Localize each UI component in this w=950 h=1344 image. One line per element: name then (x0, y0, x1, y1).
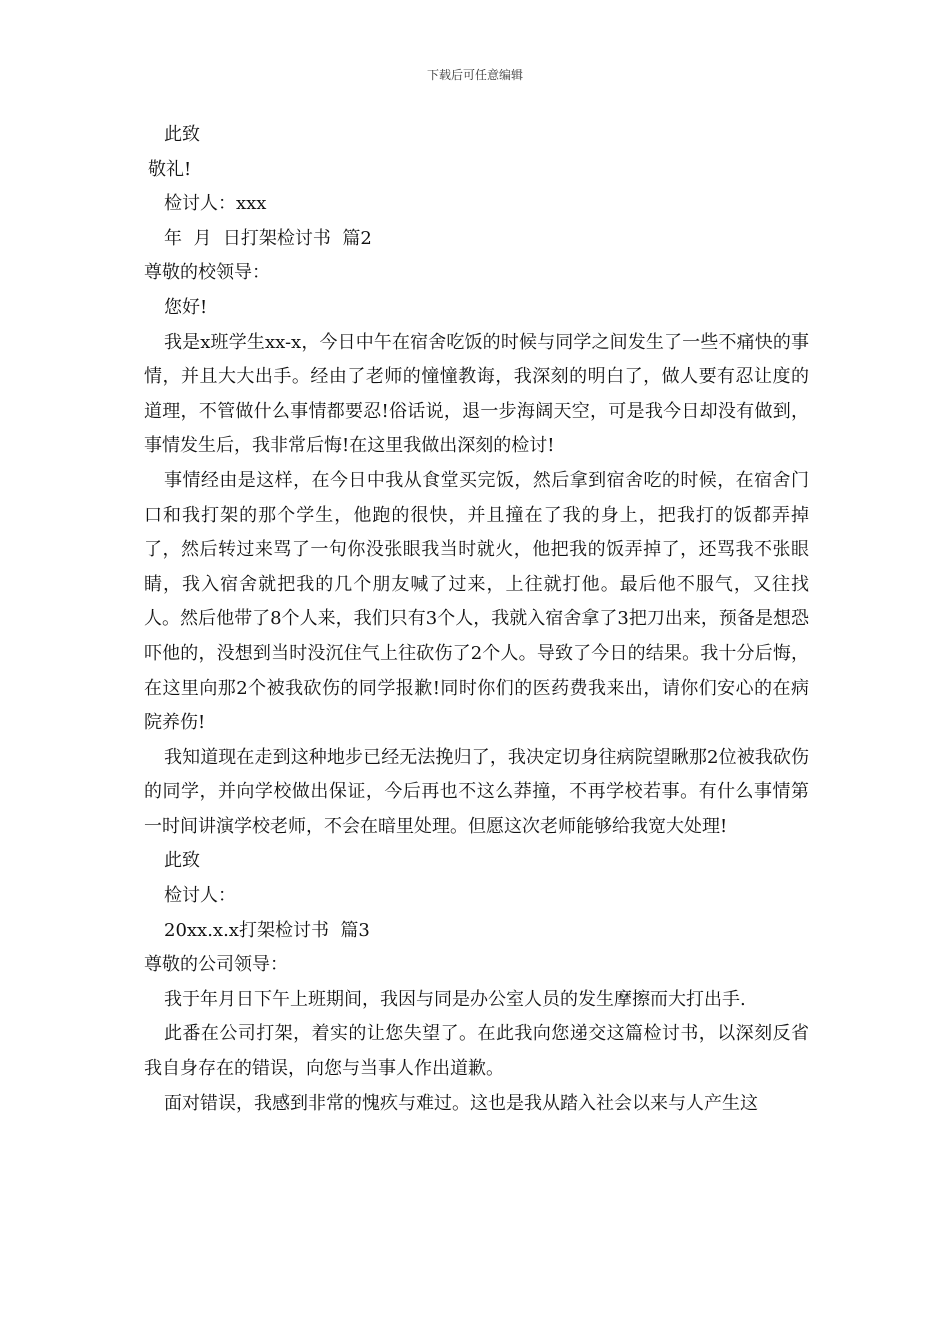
closing-cizhi: 此致 (164, 124, 200, 145)
paragraph: 我于年月日下午上班期间，我因与同是办公室人员的发生摩擦而大打出手. (164, 988, 746, 1010)
page-header: 下载后可任意编辑 (426, 68, 523, 82)
closing-jingli: 敬礼! (148, 158, 192, 180)
greeting-school-leader: 尊敬的校领导： (144, 262, 270, 284)
paragraph: 我是x班学生xx-x，今日中午在宿舍吃饭的时候与同学之间发生了一些不痛快的事情，并且大大出手。经由了老师的憧憧教诲，我深刻的明白了，做人要有忍让度的道理，不管做什么事情都要忍!俗话说，退一步海阔天空，可是我今日却没有做到，事情发生后，我非常后悔!在这里我做出深刻的检讨! (144, 331, 809, 457)
paragraph: 面对错误，我感到非常的愧疚与难过。这也是我从踏入社会以来与人产生这 (164, 1092, 758, 1114)
signature-jiantaoren: 检讨人：xxx (164, 193, 267, 215)
paragraph: 我知道现在走到这种地步已经无法挽归了，我决定切身往病院望瞅那2位被我砍伤的同学，并向学校做出保证，今后再也不这么莽撞，不再学校若事。有什么事情第一时间讲演学校老师，不会在暗里处理。但愿这次老师能够给我宽大处理! (144, 746, 809, 837)
signature-jiantaoren: 检讨人： (164, 885, 236, 907)
salutation-hello: 您好! (164, 296, 208, 318)
section-title-3: 20xx.x.x打架检讨书 篇3 (164, 919, 370, 941)
greeting-company-leader: 尊敬的公司领导： (144, 954, 288, 976)
paragraph: 事情经由是这样，在今日中我从食堂买完饭，然后拿到宿舍吃的时候，在宿舍门口和我打架的那个学生，他跑的很快，并且撞在了我的身上，把我打的饭都弄掉了，然后转过来骂了一句你没张眼我当时就火，他把我的饭弄掉了，还骂我不张眼睛，我入宿舍就把我的几个朋友喊了过来，上往就打他。最后他不服气，又往找人。然后他带了8个人来，我们只有3个人，我就入宿舍拿了3把刀出来，预备是想恐吓他的，没想到当时没沉住气上往砍伤了2个人。导致了今日的结果。我十分后悔，在这里向那2个被我砍伤的同学报歉!同时你们的医药费我来出，请你们安心的在病院养伤! (144, 469, 809, 734)
document-body (144, 118, 809, 1121)
section-title-2: 年 月 日打架检讨书 篇2 (164, 227, 372, 249)
closing-cizhi: 此致 (164, 850, 200, 872)
paragraph: 此番在公司打架，着实的让您失望了。在此我向您递交这篇检讨书，以深刻反省我自身存在的错误，向您与当事人作出道歉。 (144, 1023, 809, 1080)
